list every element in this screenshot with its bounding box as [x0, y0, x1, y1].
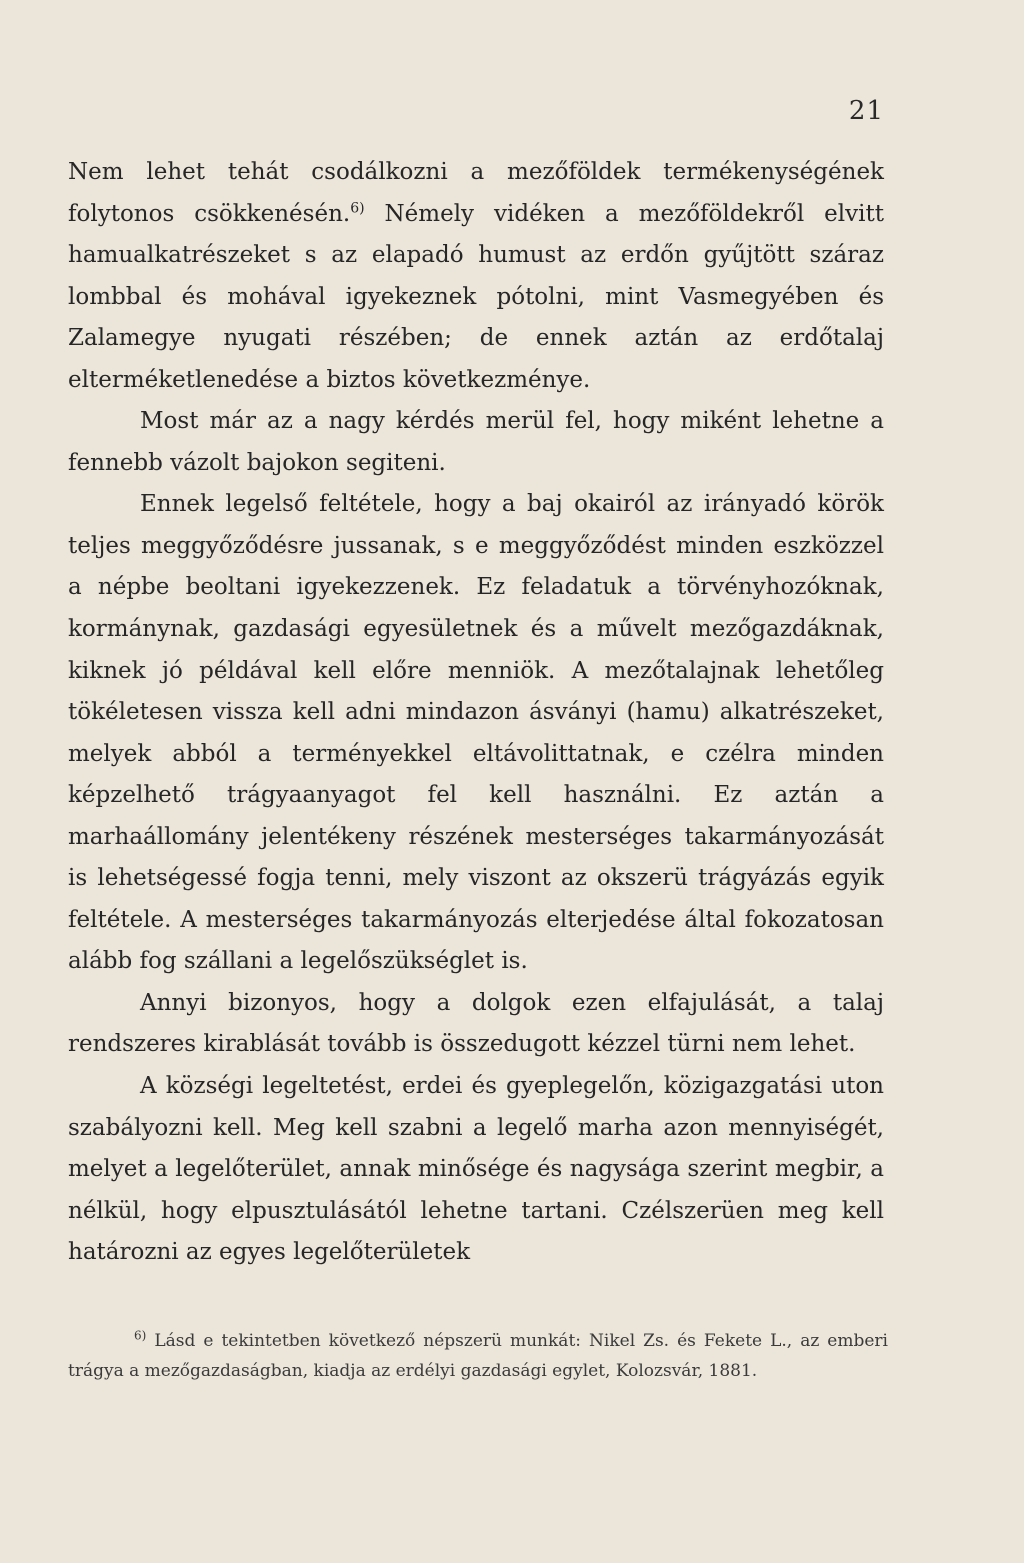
page-number: 21 [848, 96, 884, 126]
footnote-text [68, 1326, 888, 1386]
paragraph-1 [68, 152, 884, 401]
paragraph-1-text: Nem lehet tehát csodálkozni a mezőföldek termékenységének folytonos csökkenésén. [68, 159, 884, 227]
body-text [68, 152, 884, 1274]
paragraph-4: Annyi bizonyos, hogy a dolgok ezen elfajulását, a talaj rendszeres kirablását tovább is összedugott kézzel türni nem lehet. [68, 989, 884, 1058]
footnote-mark: 6) [134, 1328, 147, 1343]
footnote-reference[interactable]: 6) [350, 199, 365, 216]
paragraph-5: A községi legeltetést, erdei és gyeplegelőn, közigazgatási uton szabályozni kell. Meg kell szabni a legelő marha azon mennyiségét, melyet a legelőterület, annak minősége és nagysága szerint megbir, a nélkül, hogy elpusztulásától lehetne tartani. Czélszerüen meg kell határozni az egyes legelőterületek [68, 1073, 884, 1266]
footnote-body: Lásd e tekintetben következő népszerü munkát: Nikel Zs. és Fekete L., az emberi trágya a mezőgazdaságban, kiadja az erdélyi gazdasági egylet, Kolozsvár, 1881. [68, 1331, 888, 1381]
paragraph-2: Most már az a nagy kérdés merül fel, hogy miként lehetne a fennebb vázolt bajokon segiteni. [68, 408, 884, 476]
paragraph-1-text-after: Némely vidéken a mezőföldekről elvitt hamualkatrészeket s az elapadó humust az erdőn gyűjtött száraz lombbal és mohával igyekeznek pótolni, mint Vasmegyében és Zalamegye nyugati részében; de ennek aztán az erdőtalaj elterméketlenedése a biztos következménye. [68, 200, 884, 393]
paragraph-3: Ennek legelső feltétele, hogy a baj okairól az irányadó körök teljes meggyőződésre jussanak, s e meggyőződést minden eszközzel a népbe beoltani igyekezzenek. Ez feladatuk a törvényhozóknak, kormánynak, gazdasági egyesületnek és a művelt mezőgazdáknak, kiknek jó példával kell előre menniök. A mezőtalajnak lehetőleg tökéletesen vissza kell adni mindazon ásványi (hamu) alkatrészeket, melyek abból a terményekkel eltávolittatnak, e czélra minden képzelhető trágyaanyagot fel kell használni. Ez aztán a marhaállomány jelentékeny részének mesterséges takarmányozását is lehetségessé fogja tenni, mely viszont az okszerü trágyázás egyik feltétele. A mesterséges takarmányozás elterjedése által fokozatosan alább fog szállani a legelőszükséglet is. [68, 491, 884, 975]
footnote [68, 1326, 888, 1386]
